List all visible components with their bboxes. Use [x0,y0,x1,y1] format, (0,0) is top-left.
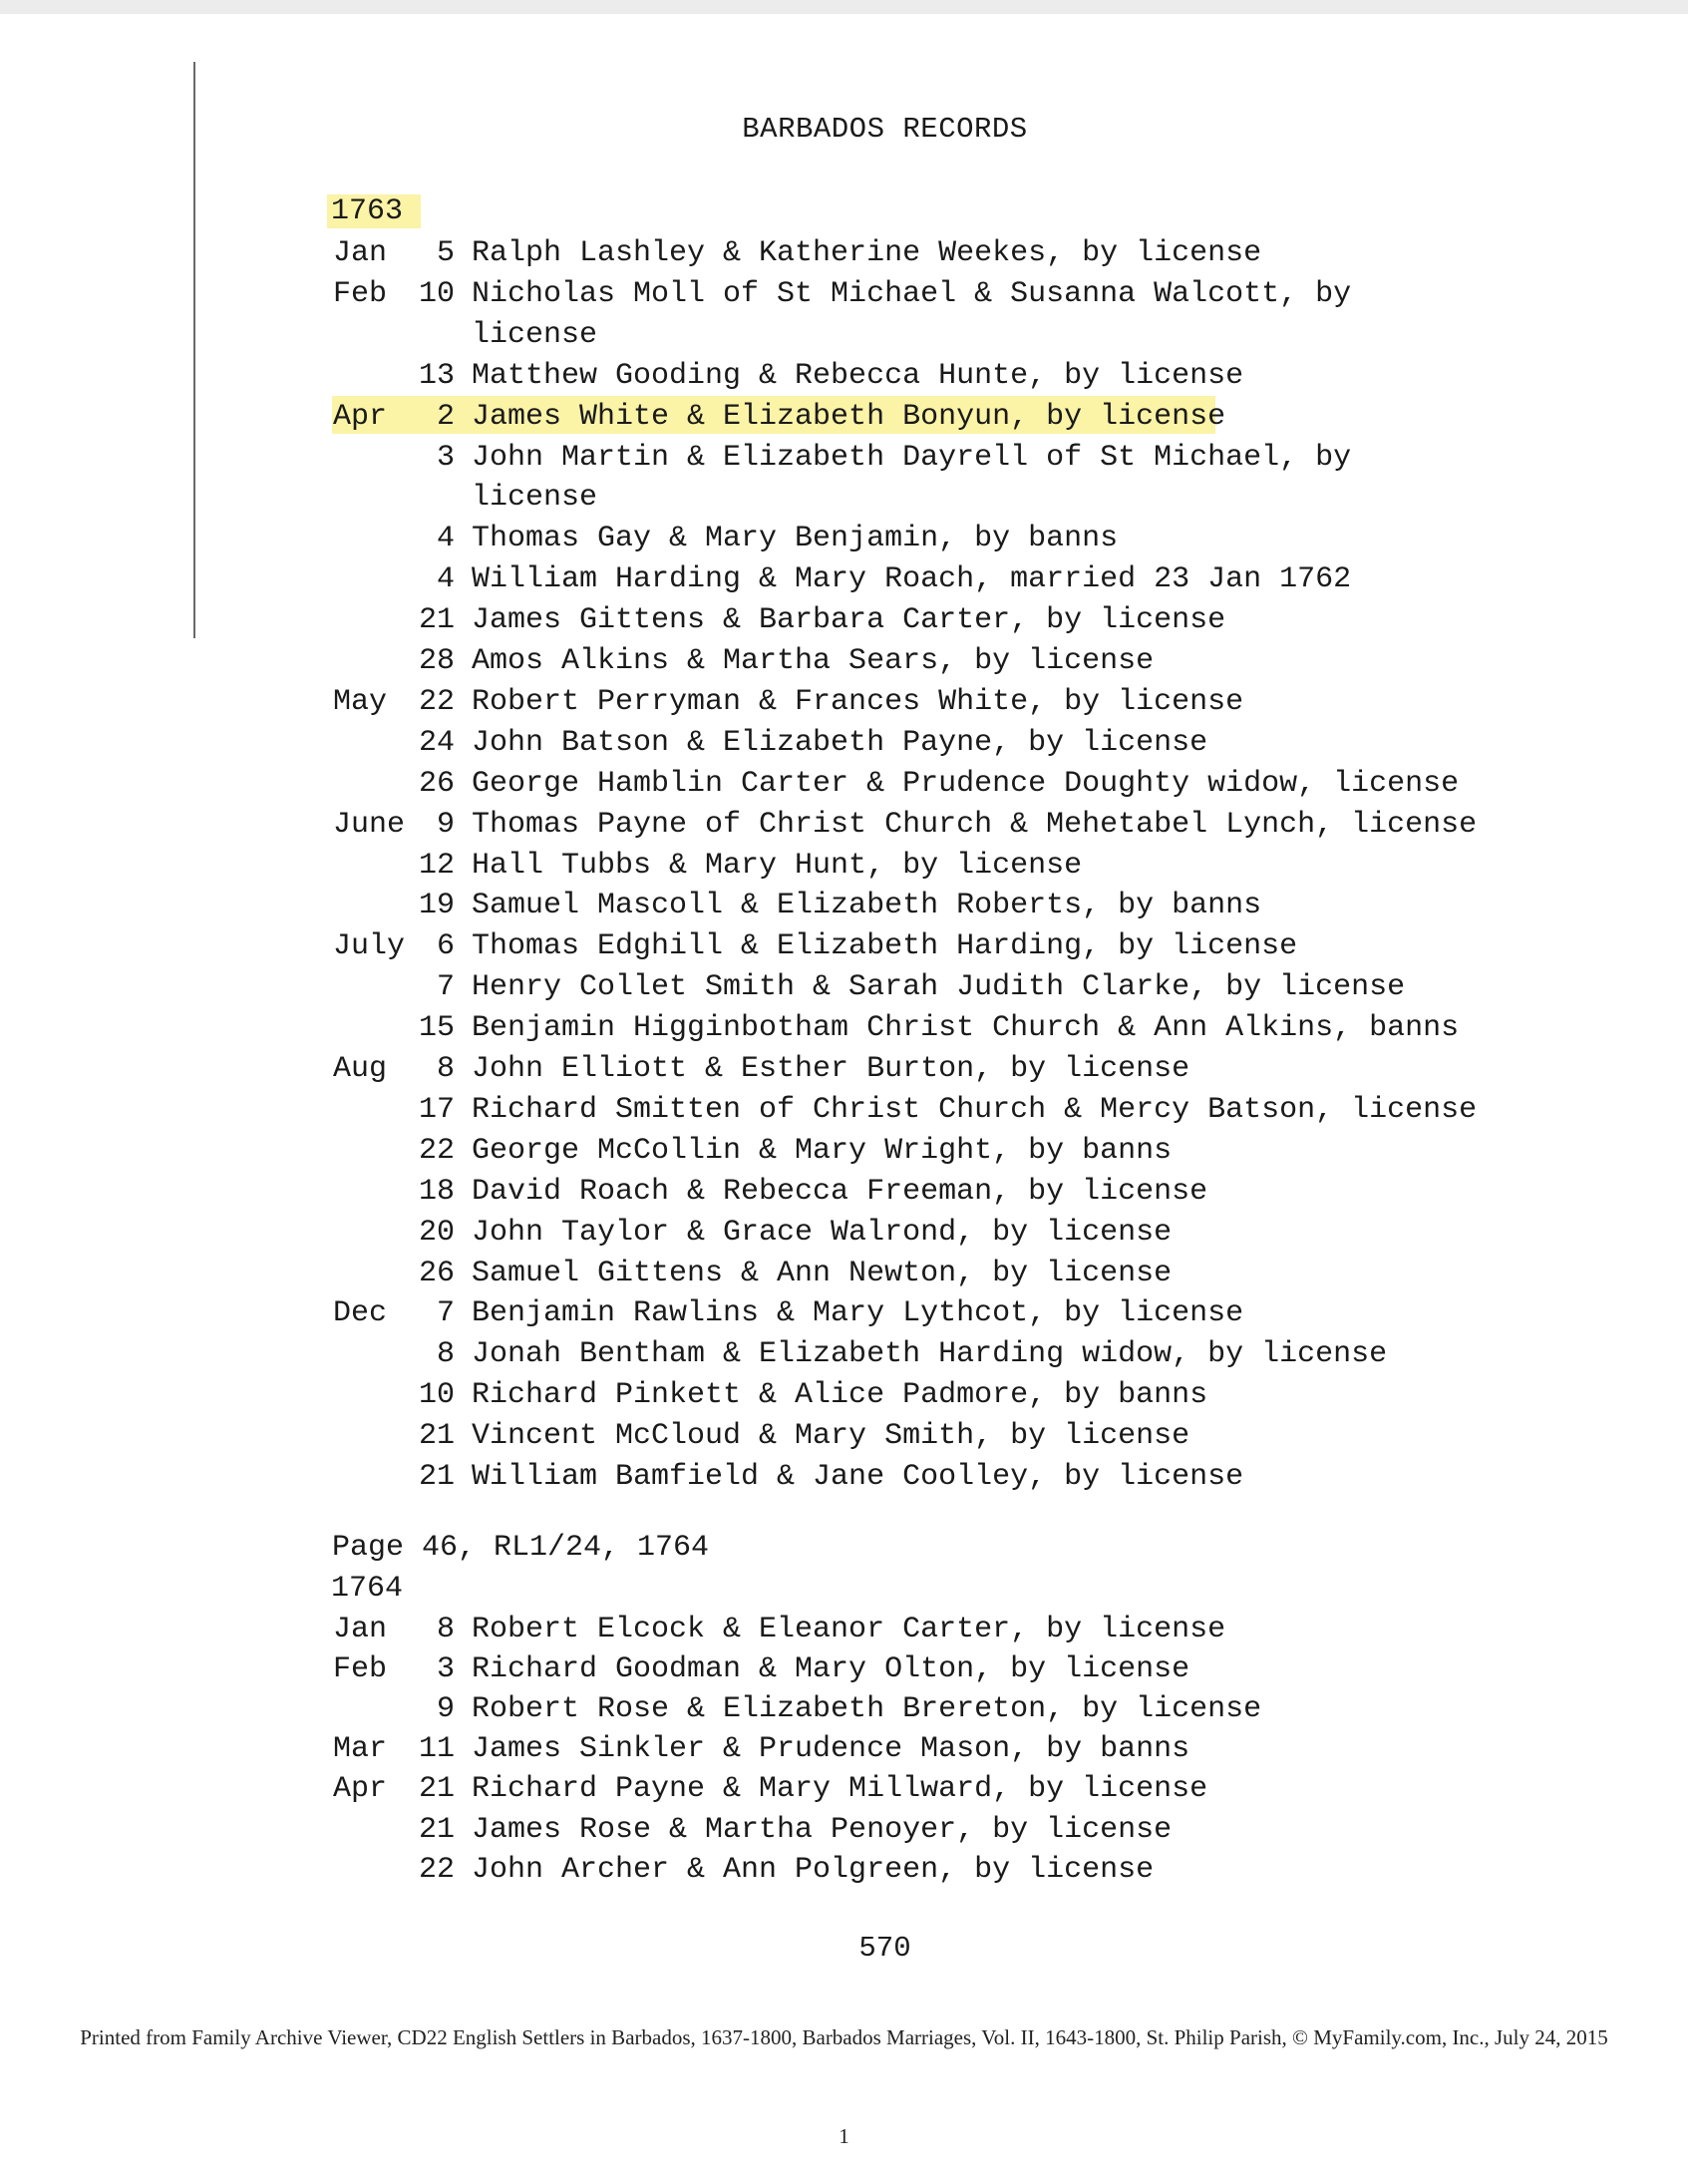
page-reference: Page 46, RL1/24, 1764 [332,1531,710,1565]
record-day: 21 [418,603,455,638]
record-month: Jan [333,236,388,270]
record-day: 18 [418,1174,455,1209]
record-day: 5 [436,236,455,270]
record-day: 17 [418,1092,455,1127]
record-month: Dec [333,1296,388,1331]
record-month: Feb [333,1652,388,1687]
record-day: 11 [418,1732,455,1767]
record-day: 21 [418,1460,455,1494]
record-text: James Gittens & Barbara Carter, by license [472,603,1226,638]
record-day: 8 [436,1337,455,1372]
record-day: 26 [418,1256,455,1290]
record-month: Apr [333,399,388,434]
record-text: Samuel Mascoll & Elizabeth Roberts, by banns [472,889,1262,923]
record-day: 7 [436,970,455,1005]
record-text: license [472,317,598,352]
record-day: 19 [418,889,455,923]
record-text: Thomas Gay & Mary Benjamin, by banns [472,522,1119,556]
record-day: 22 [418,1133,455,1168]
record-text: John Elliott & Esther Burton, by license [472,1052,1190,1086]
record-day: 8 [436,1052,455,1086]
record-text: Samuel Gittens & Ann Newton, by license [472,1256,1173,1290]
record-day: 28 [418,644,455,678]
record-text: Thomas Payne of Christ Church & Mehetabel Lynch, license [472,807,1478,842]
record-text: Nicholas Moll of St Michael & Susanna Walcott, by [472,276,1352,311]
record-day: 8 [436,1613,455,1646]
record-text: David Roach & Rebecca Freeman, by license [472,1174,1208,1209]
record-day: 3 [436,1652,455,1687]
record-month: Apr [333,1772,388,1807]
record-day: 10 [418,276,455,311]
record-text: Benjamin Rawlins & Mary Lythcot, by license [472,1296,1244,1331]
record-text: John Taylor & Grace Walrond, by license [472,1215,1173,1250]
record-text: license [472,481,598,516]
record-text: James White & Elizabeth Bonyun, by license [472,399,1226,434]
record-text: Richard Payne & Mary Millward, by license [472,1772,1208,1807]
year-heading-1764: 1764 [331,1572,404,1606]
record-text: Robert Perryman & Frances White, by license [472,684,1244,719]
record-text: James Sinkler & Prudence Mason, by banns [472,1732,1190,1767]
record-day: 22 [418,684,455,719]
record-month: May [333,684,388,719]
record-text: James Rose & Martha Penoyer, by license [472,1812,1173,1847]
record-text: Thomas Edghill & Elizabeth Harding, by license [472,929,1298,964]
record-text: Robert Elcock & Eleanor Carter, by license [472,1613,1226,1646]
record-text: Vincent McCloud & Mary Smith, by license [472,1419,1190,1454]
record-day: 22 [418,1852,455,1887]
record-day: 26 [418,766,455,801]
record-text: Richard Goodman & Mary Olton, by license [472,1652,1190,1687]
scan-top-band [0,0,1688,14]
print-footer: Printed from Family Archive Viewer, CD22 English Settlers in Barbados, 1637-1800, Barbados Marriages, Vol. II, 1643-1800, St. Philip Parish, © MyFamily.com, Inc., July 24, 2015 [80,2025,1608,2049]
sheet-number: 1 [839,2124,849,2148]
record-day: 9 [436,1692,455,1727]
record-day: 12 [418,848,455,883]
record-month: Mar [333,1732,388,1767]
record-text: Jonah Bentham & Elizabeth Harding widow, by license [472,1337,1388,1372]
record-day: 21 [418,1419,455,1454]
record-day: 21 [418,1812,455,1847]
margin-rule [193,62,195,638]
record-month: June [333,807,406,842]
record-day: 3 [436,440,455,475]
record-day: 6 [436,929,455,964]
record-text: John Martin & Elizabeth Dayrell of St Michael, by [472,440,1352,475]
record-day: 7 [436,1296,455,1331]
record-text: Hall Tubbs & Mary Hunt, by license [472,848,1083,883]
record-text: Ralph Lashley & Katherine Weekes, by license [472,236,1262,270]
record-text: John Batson & Elizabeth Payne, by license [472,725,1208,760]
record-text: William Harding & Mary Roach, married 23 Jan 1762 [472,562,1352,597]
year-heading-1763: 1763 [327,194,421,228]
record-day: 13 [418,358,455,393]
record-day: 4 [436,522,455,556]
record-text: Richard Pinkett & Alice Padmore, by banns [472,1378,1208,1413]
record-month: July [333,929,406,964]
record-month: Jan [333,1613,388,1646]
record-day: 24 [418,725,455,760]
record-day: 15 [418,1011,455,1046]
record-text: John Archer & Ann Polgreen, by license [472,1852,1155,1887]
record-text: Matthew Gooding & Rebecca Hunte, by license [472,358,1244,393]
record-text: Benjamin Higginbotham Christ Church & Ann Alkins, banns [472,1011,1460,1046]
record-day: 21 [418,1772,455,1807]
record-day: 4 [436,562,455,597]
page-title: BARBADOS RECORDS [742,113,1028,146]
record-text: William Bamfield & Jane Coolley, by license [472,1460,1244,1494]
record-text: George McCollin & Mary Wright, by banns [472,1133,1173,1168]
record-day: 9 [436,807,455,842]
record-text: Henry Collet Smith & Sarah Judith Clarke, by license [472,970,1406,1005]
record-day: 10 [418,1378,455,1413]
record-day: 2 [436,399,455,434]
page-number: 570 [858,1932,911,1965]
record-text: Richard Smitten of Christ Church & Mercy Batson, license [472,1092,1478,1127]
record-text: Amos Alkins & Martha Sears, by license [472,644,1155,678]
record-text: George Hamblin Carter & Prudence Doughty widow, license [472,766,1460,801]
record-month: Aug [333,1052,388,1086]
record-month: Feb [333,276,388,311]
record-text: Robert Rose & Elizabeth Brereton, by license [472,1692,1262,1727]
record-day: 20 [418,1215,455,1250]
